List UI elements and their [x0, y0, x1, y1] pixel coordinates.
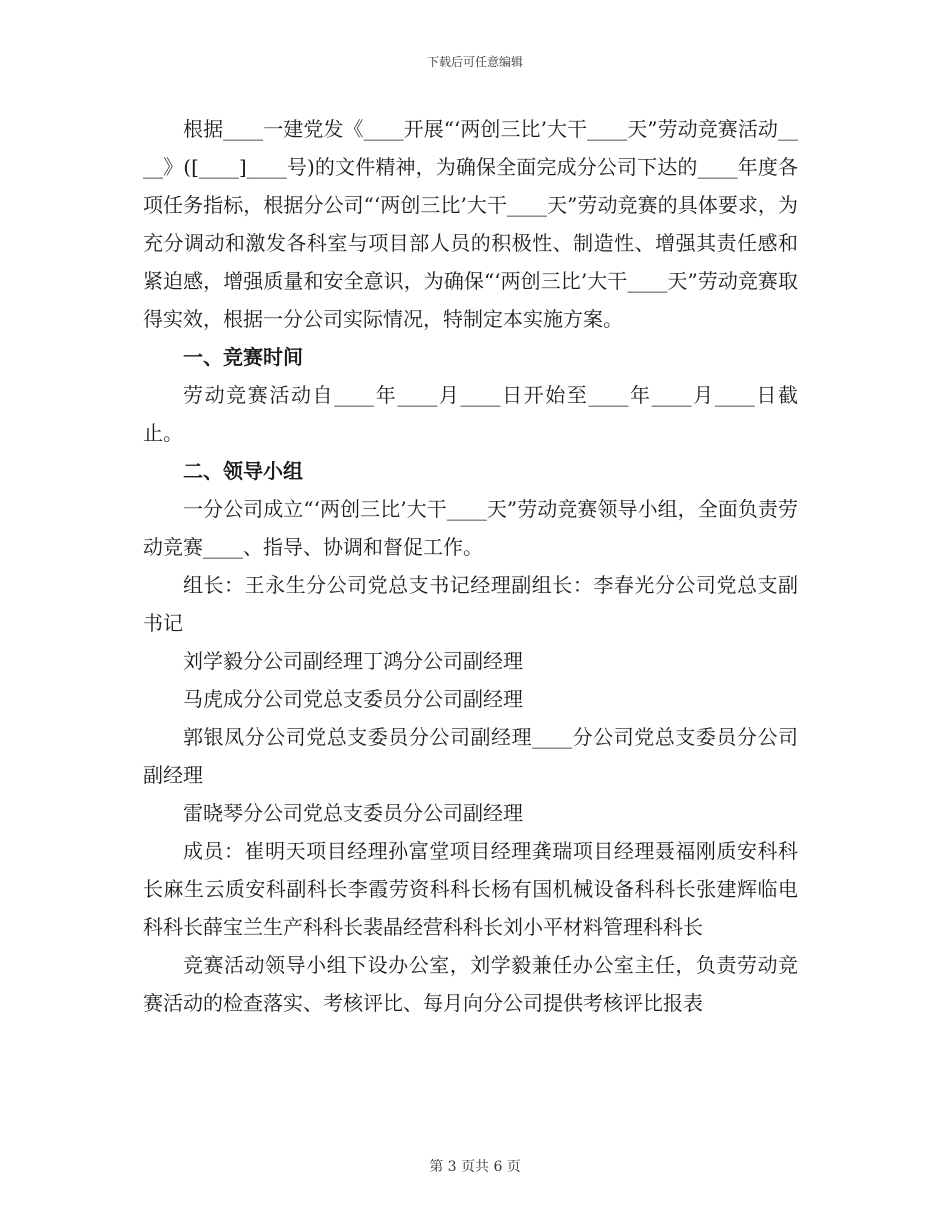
section-2-intro: 一分公司成立“‘两创三比’大干____天”劳动竞赛领导小组，全面负责劳动竞赛____、指导、协调和督促工作。: [143, 497, 798, 559]
page-footer: 第 3 页共 6 页: [429, 1159, 521, 1175]
section-2-heading: 二、领导小组: [183, 459, 303, 483]
deputy-line-1: 刘学毅分公司副经理丁鸿分公司副经理: [183, 649, 523, 673]
leader-paragraph: 组长：王永生分公司党总支书记经理副组长：李春光分公司党总支副书记: [143, 573, 798, 635]
document-body: [143, 110, 798, 1022]
intro-paragraph: 根据____一建党发《____开展“‘两创三比’大干____天”劳动竞赛活动____》([____]____号)的文件精神，为确保全面完成分公司下达的____年度各项任务指标，根据分公司“‘两创三比’大干____天”劳动竞赛的具体要求，为充分调动和激发各科室与项目部人员的积极性、制造性、增强其责任感和紧迫感，增强质量和安全意识，为确保“‘两创三比’大干____天”劳动竞赛取得实效，根据一分公司实际情况，特制定本实施方案。: [143, 117, 798, 331]
deputy-paragraph-3: 郭银凤分公司党总支委员分公司副经理____分公司党总支委员分公司副经理: [143, 725, 798, 787]
office-paragraph: 竞赛活动领导小组下设办公室，刘学毅兼任办公室主任，负责劳动竞赛活动的检查落实、考核评比、每月向分公司提供考核评比报表: [143, 953, 798, 1015]
section-1-heading: 一、竞赛时间: [183, 345, 303, 369]
deputy-line-4: 雷晓琴分公司党总支委员分公司副经理: [183, 801, 523, 825]
page-header: 下载后可任意编辑: [426, 55, 523, 69]
deputy-line-2: 马虎成分公司党总支委员分公司副经理: [183, 687, 523, 711]
members-paragraph: 成员：崔明天项目经理孙富堂项目经理龚瑞项目经理聂福刚质安科科长麻生云质安科副科长李霞劳资科科长杨有国机械设备科科长张建辉临电科科长薛宝兰生产科科长裴晶经营科科长刘小平材料管理科科长: [143, 839, 798, 939]
section-1-text: 劳动竞赛活动自____年____月____日开始至____年____月____日截止。: [143, 383, 798, 445]
